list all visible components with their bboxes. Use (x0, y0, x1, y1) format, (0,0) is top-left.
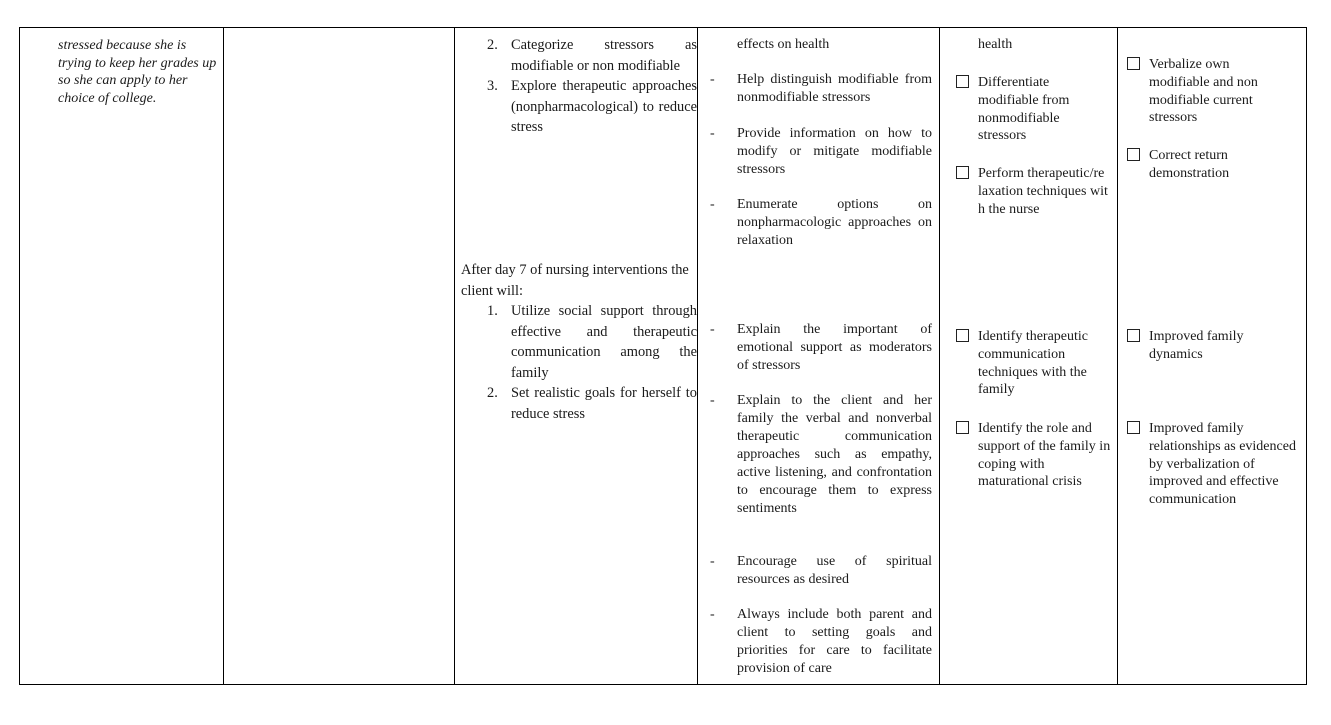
goal-item (461, 35, 697, 76)
intervention-text: Enumerate options on nonpharmacologic approaches on relaxation (737, 197, 932, 248)
intervention-item (710, 321, 932, 375)
intervention-item (710, 125, 932, 179)
intervention-text: Encourage use of spiritual resources as desired (737, 554, 932, 587)
evaluation-item (1127, 420, 1299, 509)
intervention-item (710, 392, 932, 518)
intervention-text: Help distinguish modifiable from nonmodifiable stressors (737, 72, 932, 105)
goals-list-top (461, 35, 697, 138)
bullet-dash: - (710, 393, 715, 408)
evaluation-item (1127, 147, 1297, 183)
bullet-dash: - (710, 126, 715, 141)
intervention-text: Explain to the client and her family the verbal and nonverbal therapeutic communication approaches such as empathy, active listening, and confrontation to encourage them to express sentiments (737, 393, 932, 516)
criteria-continuation: health (978, 37, 1013, 52)
assessment-text: stressed because she is trying to keep her grades up so she can apply to her choice of college. (58, 38, 217, 106)
table-top-border (19, 27, 1307, 28)
column-divider (1306, 27, 1307, 685)
table-bottom-border (19, 684, 1307, 685)
column-divider (697, 27, 698, 685)
evaluation-text: Correct return demonstration (1149, 148, 1230, 181)
goal-item (461, 301, 697, 383)
criteria-text: Differentiate modifiable from nonmodifiable stressors (978, 75, 1070, 144)
goals-list-bottom (461, 301, 697, 425)
checkbox[interactable] (956, 421, 969, 434)
intervention-text: Always include both parent and client to setting goals and priorities for care to facilitate provision of care (737, 607, 932, 676)
checkbox[interactable] (956, 75, 969, 88)
goal-text: Explore therapeutic approaches (nonpharmacological) to reduce stress (511, 78, 697, 136)
goal-number: 2. (487, 385, 498, 402)
goal-number: 2. (487, 37, 498, 53)
column-divider (19, 27, 20, 685)
bullet-dash: - (710, 322, 715, 337)
evaluation-text: Improved family relationships as evidenced by verbalization of improved and effective communication (1149, 421, 1296, 508)
empty-cell (224, 27, 454, 685)
checkbox[interactable] (956, 329, 969, 342)
goal-text: Utilize social support through effective and therapeutic communication among the family (511, 303, 697, 381)
bullet-dash: - (710, 197, 715, 212)
intervention-item (710, 71, 932, 107)
intervention-item (710, 196, 932, 250)
criteria-text: Identify therapeutic communication techniques with the family (978, 329, 1089, 398)
evaluation-item (1127, 56, 1297, 127)
goal-number: 1. (487, 303, 498, 319)
column-divider (939, 27, 940, 685)
bullet-dash: - (710, 72, 715, 87)
intervention-item (710, 606, 932, 678)
criteria-text: Perform therapeutic/relaxation techniques with the nurse (978, 166, 1108, 217)
intervention-text: Provide information on how to modify or mitigate modifiable stressors (737, 126, 932, 177)
criteria-item (956, 74, 1108, 145)
criteria-item (956, 165, 1108, 218)
goal-item (461, 76, 697, 138)
goal-text: Set realistic goals for herself to reduce stress (511, 385, 697, 422)
goal-number: 3. (487, 78, 498, 95)
checkbox[interactable] (956, 166, 969, 179)
bullet-dash: - (710, 607, 715, 622)
bullet-dash: - (710, 554, 715, 569)
goal-item (461, 383, 697, 424)
evaluation-text: Verbalize own modifiable and non modifiable current stressors (1149, 57, 1258, 126)
column-divider (1117, 27, 1118, 685)
intervention-text: Explain the important of emotional support as moderators of stressors (737, 322, 932, 373)
checkbox[interactable] (1127, 148, 1140, 161)
goals-lead-text: After day 7 of nursing interventions the client will: (461, 262, 689, 299)
evaluation-text: Improved family dynamics (1149, 329, 1244, 362)
criteria-item (956, 328, 1108, 399)
column-divider (454, 27, 455, 685)
checkbox[interactable] (1127, 329, 1140, 342)
intervention-item (710, 553, 932, 589)
checkbox[interactable] (1127, 57, 1140, 70)
criteria-text: Identify the role and support of the family in coping with maturational crisis (978, 421, 1111, 490)
checkbox[interactable] (1127, 421, 1140, 434)
evaluation-item (1127, 328, 1297, 364)
intervention-continuation: effects on health (737, 37, 830, 52)
criteria-item (956, 420, 1112, 491)
goal-text: Categorize stressors as modifiable or non modifiable (511, 37, 697, 74)
